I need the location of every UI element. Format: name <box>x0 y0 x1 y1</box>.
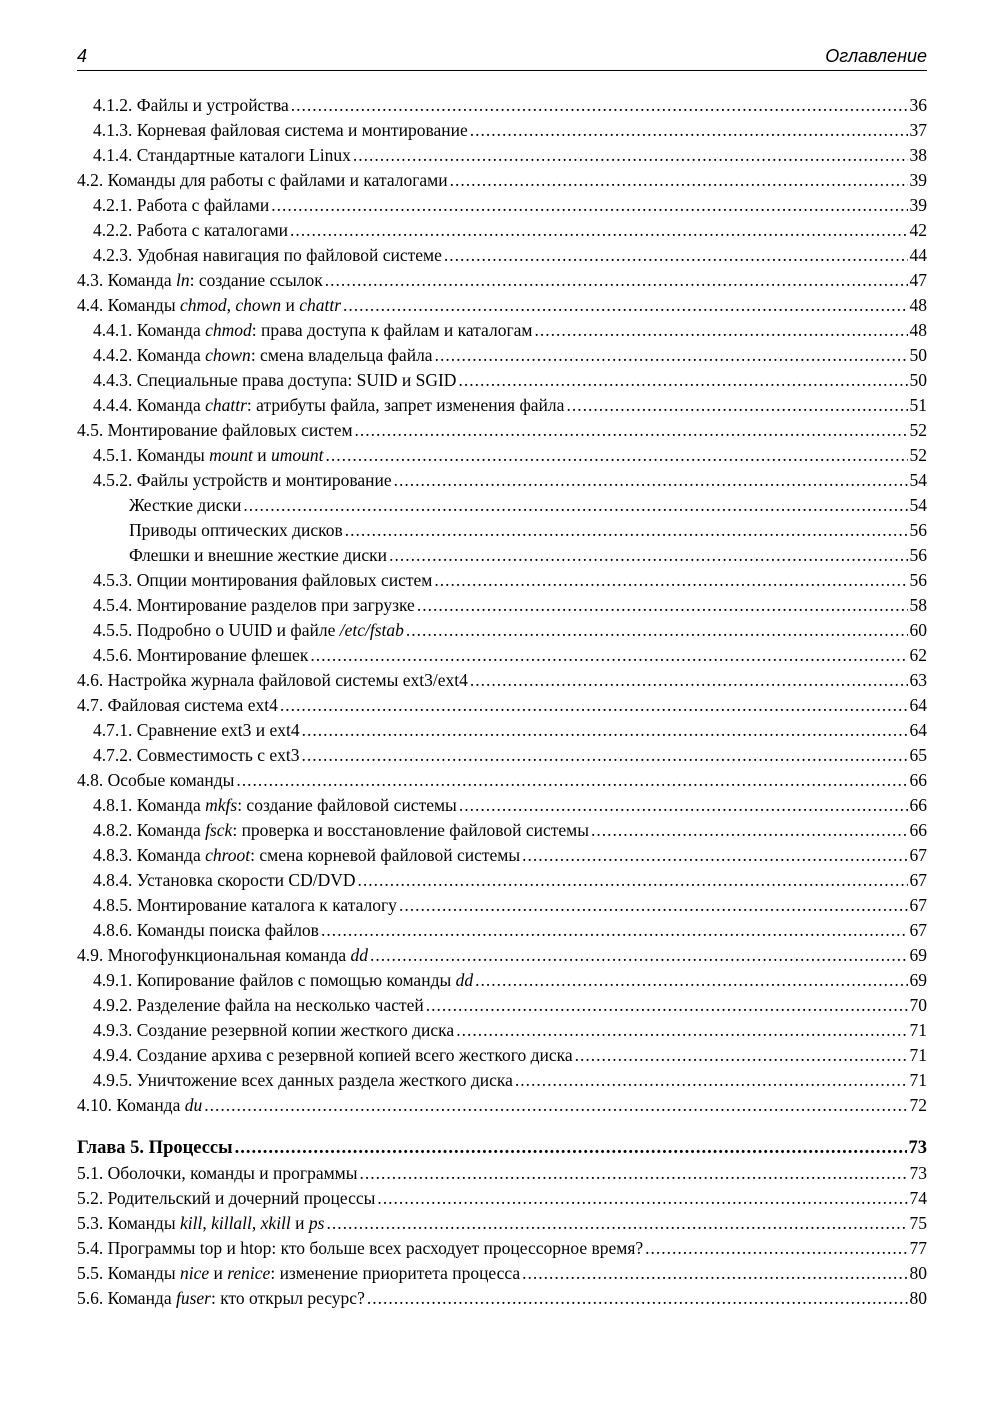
toc-entry[interactable] <box>77 1186 927 1211</box>
toc-entry[interactable] <box>77 643 927 668</box>
toc-entry-title <box>77 1186 375 1211</box>
toc-entry-title <box>77 268 323 293</box>
toc-entry-title-text: 4.3. Команда <box>77 270 176 290</box>
toc-entry-title <box>93 918 319 943</box>
toc-entry-title-italic: chown <box>235 295 282 315</box>
toc-leader-dots <box>470 668 908 693</box>
toc-entry[interactable] <box>77 543 927 568</box>
toc-entry-title-italic: nice <box>179 1263 210 1283</box>
toc-entry-title-text: 4.7. Файловая система ext4 <box>77 695 278 715</box>
toc-entry-title-italic: ln <box>175 270 190 290</box>
toc-leader-dots <box>522 843 907 868</box>
toc-leader-dots <box>236 768 907 793</box>
toc-entry-title-text: 4.8.6. Команды поиска файлов <box>93 920 319 940</box>
toc-entry-page: 70 <box>909 995 927 1015</box>
toc-leader-dots <box>325 443 907 468</box>
toc-leader-dots <box>353 143 908 168</box>
toc-leader-dots <box>343 293 907 318</box>
toc-entry-title-text: 4.8.4. Установка скорости CD/DVD <box>93 870 356 890</box>
toc-entry-title <box>93 818 589 843</box>
toc-entry-title-text: 4.4.3. Специальные права доступа: SUID и SGID <box>93 370 457 390</box>
toc-leader-dots <box>360 1161 908 1186</box>
toc-entry-title <box>93 93 289 118</box>
toc-leader-dots <box>302 743 908 768</box>
toc-leader-dots <box>204 1093 907 1118</box>
toc-entry-title <box>93 618 404 643</box>
toc-entry-title-italic: kill <box>179 1213 203 1233</box>
toc-entry-title-italic: dd <box>350 945 369 965</box>
toc-entry-page: 48 <box>909 295 927 315</box>
toc-leader-dots <box>394 468 908 493</box>
toc-entry[interactable] <box>77 718 927 743</box>
toc-entry-page: 80 <box>909 1263 927 1283</box>
toc-entry-page: 44 <box>909 245 927 265</box>
toc-entry-page: 52 <box>909 420 927 440</box>
toc-entry-title-text: и <box>290 1213 309 1233</box>
toc-entry-page: 66 <box>909 795 927 815</box>
toc-entry-title-text: 4.5. Монтирование файловых систем <box>77 420 353 440</box>
toc-entry-title-text: : смена владельца файла <box>250 345 433 365</box>
toc-entry[interactable] <box>77 518 927 543</box>
toc-entry[interactable] <box>77 193 927 218</box>
toc-entry-title-text: 4.10. Команда <box>77 1095 185 1115</box>
toc-leader-dots <box>321 918 908 943</box>
toc-entry-page: 39 <box>909 170 927 190</box>
toc-entry-page: 52 <box>909 445 927 465</box>
toc-entry-title-text: и <box>209 1263 228 1283</box>
toc-entry-title-italic: xkill <box>260 1213 291 1233</box>
toc-leader-dots <box>591 818 908 843</box>
toc-entry[interactable] <box>77 668 927 693</box>
toc-entry-title-text: 4.5.1. Команды <box>93 445 210 465</box>
toc-entry-title <box>77 693 278 718</box>
toc-entry-title-text: и <box>252 445 271 465</box>
toc-entry-title-text: 4.5.2. Файлы устройств и монтирование <box>93 470 392 490</box>
toc-leader-dots <box>450 168 908 193</box>
toc-entry-title-italic: /etc/fstab <box>339 620 404 640</box>
toc-entry[interactable] <box>77 468 927 493</box>
toc-entry-title <box>93 468 392 493</box>
toc-entry-title <box>77 293 341 318</box>
toc-entry-title <box>93 868 356 893</box>
running-title: Оглавление <box>825 46 927 66</box>
toc-entry-page: 67 <box>909 920 927 940</box>
toc-entry-page: 64 <box>909 720 927 740</box>
toc-entry-title <box>93 643 308 668</box>
toc-entry[interactable] <box>77 443 927 468</box>
toc-entry-title <box>93 718 300 743</box>
toc-entry-page: 47 <box>909 270 927 290</box>
toc-entry-page: 67 <box>909 895 927 915</box>
toc-entry-title-italic: renice <box>227 1263 271 1283</box>
toc-leader-dots <box>475 968 907 993</box>
toc-entry[interactable] <box>77 893 927 918</box>
toc-entry-title-italic: fuser <box>175 1288 211 1308</box>
toc-entry-title <box>129 543 387 568</box>
toc-entry[interactable] <box>77 343 927 368</box>
toc-leader-dots <box>345 518 908 543</box>
toc-leader-dots <box>515 1068 908 1093</box>
toc-entry-page: 73 <box>909 1163 927 1183</box>
toc-entry-title-italic: du <box>184 1095 203 1115</box>
toc-leader-dots <box>280 693 908 718</box>
toc-entry[interactable] <box>77 1161 927 1186</box>
toc-chapter-entry[interactable] <box>77 1136 927 1161</box>
toc-entry-page: 54 <box>909 470 927 490</box>
toc-entry-title-text: : кто открыл ресурс? <box>210 1288 365 1308</box>
toc-entry[interactable] <box>77 1286 927 1311</box>
toc-entry-title-text: : создание ссылок <box>189 270 323 290</box>
toc-entry-page: 73 <box>908 1138 927 1158</box>
toc-entry[interactable] <box>77 293 927 318</box>
toc-entry-title <box>93 393 564 418</box>
toc-entry-title-text: 4.1.3. Корневая файловая система и монтирование <box>93 120 468 140</box>
toc-entry-title <box>77 1161 358 1186</box>
toc-entry-title-italic: chown <box>205 345 251 365</box>
toc-leader-dots <box>389 543 907 568</box>
toc-entry-title <box>93 993 424 1018</box>
toc-entry-title-text: : создание файловой системы <box>237 795 457 815</box>
toc-entry-title <box>93 593 415 618</box>
toc-entry[interactable] <box>77 593 927 618</box>
toc-leader-dots <box>566 393 907 418</box>
toc-leader-dots <box>325 268 908 293</box>
toc-entry[interactable] <box>77 618 927 643</box>
toc-entry-page: 58 <box>909 595 927 615</box>
table-of-contents <box>77 93 927 1311</box>
toc-entry-page: 42 <box>909 220 927 240</box>
toc-entry[interactable] <box>77 1093 927 1118</box>
toc-leader-dots <box>326 1211 907 1236</box>
toc-entry[interactable] <box>77 418 927 443</box>
toc-entry[interactable] <box>77 818 927 843</box>
toc-entry-title <box>77 1093 202 1118</box>
toc-entry-page: 56 <box>909 545 927 565</box>
toc-entry-title <box>93 143 351 168</box>
toc-entry-title-text: 4.4. Команды <box>77 295 180 315</box>
toc-entry-title-text: 4.8.3. Команда <box>93 845 206 865</box>
toc-entry-page: 67 <box>909 845 927 865</box>
toc-leader-dots <box>355 418 908 443</box>
toc-entry-page: 74 <box>909 1188 927 1208</box>
toc-leader-dots <box>271 193 907 218</box>
toc-entry-page: 48 <box>909 320 927 340</box>
toc-entry-title-text: 4.2.2. Работа с каталогами <box>93 220 289 240</box>
toc-entry-title-text: : смена корневой файловой системы <box>250 845 521 865</box>
toc-entry-page: 38 <box>909 145 927 165</box>
toc-entry-title-text: 4.9.5. Уничтожение всех данных раздела жесткого диска <box>93 1070 513 1090</box>
toc-leader-dots <box>444 243 908 268</box>
toc-entry-title <box>93 368 456 393</box>
toc-entry-page: 51 <box>909 395 927 415</box>
toc-entry-page: 56 <box>909 570 927 590</box>
toc-entry-title <box>129 493 241 518</box>
toc-entry-title-text: 4.8.2. Команда <box>93 820 206 840</box>
toc-entry-title-italic: ps <box>308 1213 325 1233</box>
toc-entry[interactable] <box>77 993 927 1018</box>
toc-entry-title <box>93 218 288 243</box>
toc-entry-title-text: 4.7.1. Сравнение ext3 и ext4 <box>93 720 300 740</box>
toc-entry-title <box>93 193 269 218</box>
toc-leader-dots <box>575 1043 908 1068</box>
toc-entry-title-text: 5.3. Команды <box>77 1213 180 1233</box>
toc-entry[interactable] <box>77 1018 927 1043</box>
toc-leader-dots <box>435 343 908 368</box>
toc-entry[interactable] <box>77 493 927 518</box>
toc-entry[interactable] <box>77 243 927 268</box>
toc-leader-dots <box>302 718 908 743</box>
toc-entry-title-text: 4.7.2. Совместимость с ext3 <box>93 745 300 765</box>
toc-entry[interactable] <box>77 318 927 343</box>
toc-leader-dots <box>367 1286 908 1311</box>
toc-entry[interactable] <box>77 93 927 118</box>
toc-leader-dots <box>235 1136 907 1161</box>
toc-entry-page: 50 <box>909 345 927 365</box>
toc-entry-title-text: , <box>202 1213 212 1233</box>
toc-entry[interactable] <box>77 768 927 793</box>
toc-entry-title-text: 4.9.1. Копирование файлов с помощью команды <box>93 970 456 990</box>
toc-entry-page: 54 <box>909 495 927 515</box>
toc-entry[interactable] <box>77 868 927 893</box>
toc-leader-dots <box>310 643 907 668</box>
toc-entry-page: 69 <box>909 970 927 990</box>
toc-entry-page: 60 <box>909 620 927 640</box>
toc-entry-title-italic: killall <box>211 1213 252 1233</box>
toc-entry-title <box>93 118 468 143</box>
toc-entry-title-text: 5.5. Команды <box>77 1263 180 1283</box>
toc-entry-page: 80 <box>909 1288 927 1308</box>
toc-entry-title <box>77 168 448 193</box>
toc-leader-dots <box>370 943 907 968</box>
toc-entry[interactable] <box>77 393 927 418</box>
toc-entry-title-text: 4.9.2. Разделение файла на несколько частей <box>93 995 424 1015</box>
toc-entry-title-text: 5.2. Родительский и дочерний процессы <box>77 1188 376 1208</box>
toc-entry-title <box>93 968 473 993</box>
toc-entry-title-text: Приводы оптических дисков <box>129 520 343 540</box>
toc-entry-title-text: 4.5.3. Опции монтирования файловых систем <box>93 570 433 590</box>
toc-entry-title <box>77 1236 643 1261</box>
toc-entry[interactable] <box>77 168 927 193</box>
toc-entry-title-italic: chattr <box>205 395 247 415</box>
toc-entry-title-text: : проверка и восстановление файловой системы <box>232 820 589 840</box>
toc-entry-title <box>93 743 300 768</box>
toc-entry-title <box>93 893 397 918</box>
toc-entry-title-italic: chmod <box>205 320 252 340</box>
toc-entry-page: 63 <box>909 670 927 690</box>
toc-entry-page: 67 <box>909 870 927 890</box>
toc-entry-title <box>93 1018 454 1043</box>
toc-entry-title <box>93 318 532 343</box>
toc-entry-title-text: , <box>226 295 236 315</box>
toc-entry[interactable] <box>77 918 927 943</box>
toc-leader-dots <box>406 618 908 643</box>
toc-entry-title-text: Флешки и внешние жесткие диски <box>129 545 388 565</box>
toc-entry-title-text: 4.5.6. Монтирование флешек <box>93 645 309 665</box>
toc-leader-dots <box>358 868 908 893</box>
toc-entry-title <box>77 1211 324 1236</box>
toc-entry[interactable] <box>77 1211 927 1236</box>
toc-entry-title <box>93 843 520 868</box>
toc-entry-title-text: 5.1. Оболочки, команды и программы <box>77 1163 358 1183</box>
toc-leader-dots <box>290 218 907 243</box>
toc-entry-title-text: 4.8. Особые команды <box>77 770 235 790</box>
toc-entry-title-text: 5.6. Команда <box>77 1288 176 1308</box>
toc-entry-title <box>77 943 368 968</box>
toc-entry-page: 66 <box>909 820 927 840</box>
toc-entry[interactable] <box>77 693 927 718</box>
toc-entry-page: 39 <box>909 195 927 215</box>
toc-entry[interactable] <box>77 218 927 243</box>
toc-entry-page: 56 <box>909 520 927 540</box>
toc-entry-title <box>93 568 432 593</box>
toc-leader-dots <box>243 493 907 518</box>
toc-entry-title-text: 4.5.5. Подробно о UUID и файле <box>93 620 340 640</box>
toc-entry-title <box>129 518 343 543</box>
toc-entry-title-text: 4.8.5. Монтирование каталога к каталогу <box>93 895 397 915</box>
toc-entry-title <box>93 243 442 268</box>
toc-entry-title-text: 4.9. Многофункциональная команда <box>77 945 351 965</box>
toc-entry-title-text: 4.9.4. Создание архива с резервной копией всего жесткого диска <box>93 1045 573 1065</box>
toc-entry[interactable] <box>77 1261 927 1286</box>
toc-entry[interactable] <box>77 843 927 868</box>
toc-entry-title-text: 4.1.4. Стандартные каталоги Linux <box>93 145 351 165</box>
toc-entry[interactable] <box>77 968 927 993</box>
toc-leader-dots <box>459 793 908 818</box>
toc-leader-dots <box>291 93 908 118</box>
toc-entry-title <box>77 668 468 693</box>
toc-entry-title-italic: mount <box>209 445 253 465</box>
toc-entry-title <box>93 343 433 368</box>
toc-entry[interactable] <box>77 1236 927 1261</box>
toc-entry-page: 65 <box>909 745 927 765</box>
toc-entry-title-text: , <box>251 1213 261 1233</box>
toc-entry-page: 75 <box>909 1213 927 1233</box>
toc-entry-title <box>77 1286 365 1311</box>
toc-entry-title <box>93 1043 573 1068</box>
toc-leader-dots <box>458 368 907 393</box>
page-header <box>77 44 927 71</box>
toc-entry-title-text: 4.4.4. Команда <box>93 395 206 415</box>
toc-entry-page: 62 <box>909 645 927 665</box>
page-number: 4 <box>77 46 88 66</box>
toc-entry[interactable] <box>77 793 927 818</box>
toc-entry-title-text: Глава 5. Процессы <box>77 1138 233 1158</box>
toc-entry-title-italic: chroot <box>205 845 251 865</box>
toc-entry[interactable] <box>77 943 927 968</box>
toc-entry-page: 36 <box>909 95 927 115</box>
toc-entry-title <box>77 1261 520 1286</box>
toc-entry-title <box>77 418 353 443</box>
toc-entry-page: 69 <box>909 945 927 965</box>
toc-entry-title <box>93 1068 513 1093</box>
toc-entry-title-text: 4.1.2. Файлы и устройства <box>93 95 289 115</box>
toc-entry-title-text: 4.2.1. Работа с файлами <box>93 195 270 215</box>
toc-entry-title-text: 5.4. Программы top и htop: кто больше всех расходует процессорное время? <box>77 1238 644 1258</box>
toc-entry-title-italic: chmod <box>179 295 227 315</box>
toc-entry-title-text: 4.9.3. Создание резервной копии жесткого диска <box>93 1020 455 1040</box>
toc-leader-dots <box>417 593 908 618</box>
toc-entry[interactable] <box>77 568 927 593</box>
toc-entry-page: 66 <box>909 770 927 790</box>
toc-leader-dots <box>434 568 907 593</box>
toc-entry-title-italic: chattr <box>299 295 342 315</box>
toc-entry-page: 71 <box>909 1045 927 1065</box>
toc-leader-dots <box>645 1236 907 1261</box>
toc-entry[interactable] <box>77 143 927 168</box>
toc-entry-page: 77 <box>909 1238 927 1258</box>
toc-entry[interactable] <box>77 268 927 293</box>
toc-entry-title-text: : атрибуты файла, запрет изменения файла <box>246 395 565 415</box>
toc-leader-dots <box>456 1018 907 1043</box>
toc-entry[interactable] <box>77 368 927 393</box>
toc-entry[interactable] <box>77 1068 927 1093</box>
toc-entry-title <box>93 443 323 468</box>
toc-entry[interactable] <box>77 118 927 143</box>
toc-leader-dots <box>470 118 908 143</box>
toc-entry-title <box>77 768 234 793</box>
toc-entry-title-text: 4.6. Настройка журнала файловой системы ext3/ext4 <box>77 670 468 690</box>
toc-entry-title-italic: dd <box>455 970 474 990</box>
toc-entry-page: 50 <box>909 370 927 390</box>
toc-entry-title-text: 4.4.1. Команда <box>93 320 206 340</box>
toc-entry-page: 64 <box>909 695 927 715</box>
toc-leader-dots <box>377 1186 907 1211</box>
toc-entry-title-text: 4.2. Команды для работы с файлами и каталогами <box>77 170 448 190</box>
toc-entry-page: 37 <box>909 120 927 140</box>
toc-entry-title-italic: umount <box>270 445 324 465</box>
toc-entry-title-text: 4.5.4. Монтирование разделов при загрузке <box>93 595 415 615</box>
toc-entry-page: 72 <box>909 1095 927 1115</box>
toc-entry-page: 71 <box>909 1020 927 1040</box>
toc-entry-title-text: : права доступа к файлам и каталогам <box>251 320 533 340</box>
toc-leader-dots <box>426 993 908 1018</box>
toc-entry-page: 71 <box>909 1070 927 1090</box>
toc-entry-title-italic: fsck <box>205 820 233 840</box>
toc-entry-title-text: 4.8.1. Команда <box>93 795 206 815</box>
toc-entry-title-text: 4.2.3. Удобная навигация по файловой системе <box>93 245 442 265</box>
toc-leader-dots <box>399 893 908 918</box>
toc-entry-title <box>77 1136 233 1161</box>
toc-entry[interactable] <box>77 743 927 768</box>
toc-leader-dots <box>522 1261 907 1286</box>
toc-entry-title-text: и <box>281 295 300 315</box>
toc-entry-title-text: Жесткие диски <box>129 495 242 515</box>
toc-entry-title-text: 4.4.2. Команда <box>93 345 206 365</box>
toc-entry[interactable] <box>77 1043 927 1068</box>
toc-entry-title <box>93 793 457 818</box>
toc-entry-title-italic: mkfs <box>205 795 238 815</box>
toc-leader-dots <box>534 318 907 343</box>
toc-entry-title-text: : изменение приоритета процесса <box>270 1263 521 1283</box>
